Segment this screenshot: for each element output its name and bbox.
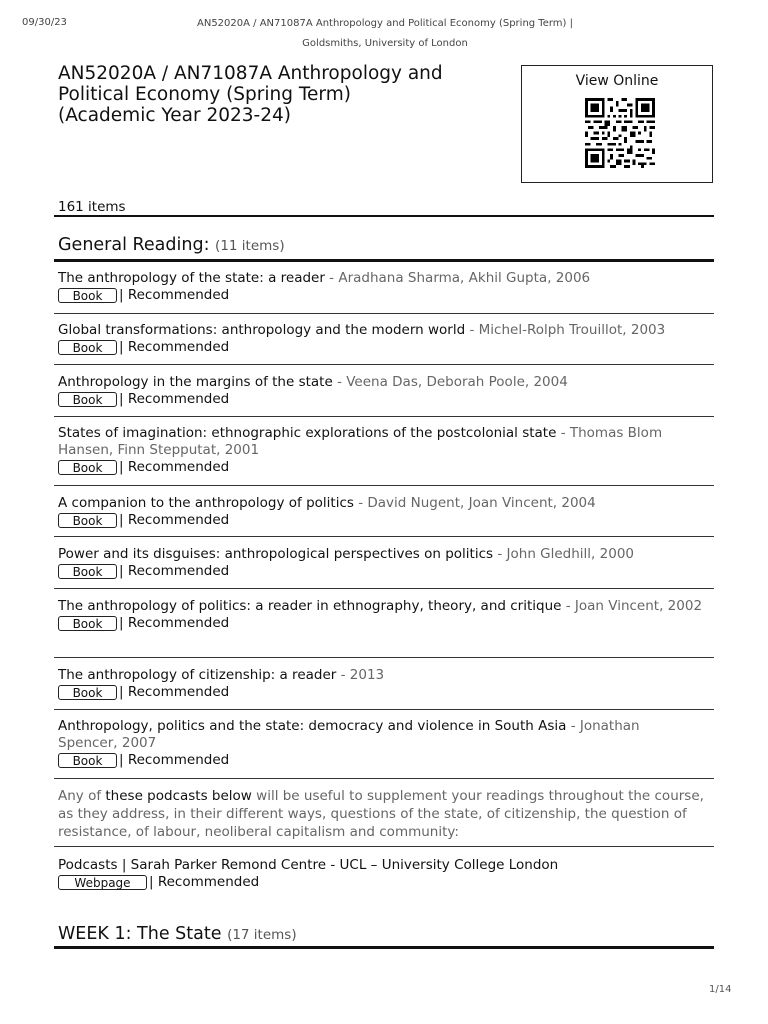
qr-code-icon[interactable]: [583, 98, 657, 168]
list-item: [58, 598, 703, 632]
page-title-line-1: AN52020A / AN71087A Anthropology and: [58, 63, 443, 84]
page-title-line-3: (Academic Year 2023-24): [58, 105, 291, 126]
section-heading-week-1: [58, 924, 297, 944]
importance-label: | Recommended: [119, 287, 230, 303]
type-badge: Book: [58, 288, 117, 303]
list-item: [58, 546, 703, 580]
view-online-label: View Online: [575, 73, 659, 89]
print-header-line-1: AN52020A / AN71087A Anthropology and Political Economy (Spring Term) |: [197, 18, 573, 29]
section-title: WEEK 1: The State: [58, 924, 222, 944]
importance-label: | Recommended: [119, 752, 230, 768]
type-badge: Book: [58, 616, 117, 631]
podcasts-link[interactable]: these podcasts below: [105, 788, 252, 804]
item-divider: [54, 313, 714, 314]
section-title: General Reading:: [58, 235, 210, 255]
item-title[interactable]: Anthropology, politics and the state: democracy and violence in South Asia: [58, 718, 567, 734]
list-item: [58, 495, 703, 529]
item-divider: [54, 588, 714, 589]
item-divider: [54, 657, 714, 658]
item-count: 161 items: [58, 199, 126, 215]
section-count: (17 items): [227, 927, 297, 943]
list-item: [58, 857, 703, 891]
item-meta: - Joan Vincent, 2002: [561, 598, 703, 614]
importance-label: | Recommended: [149, 874, 260, 890]
item-title[interactable]: Podcasts | Sarah Parker Remond Centre - UCL – University College London: [58, 857, 559, 873]
divider: [54, 215, 714, 217]
type-badge: Book: [58, 753, 117, 768]
importance-label: | Recommended: [119, 684, 230, 700]
item-title[interactable]: States of imagination: ethnographic explorations of the postcolonial state: [58, 425, 557, 441]
print-date: 09/30/23: [22, 17, 67, 28]
list-item: [58, 322, 703, 356]
section-note: [58, 787, 708, 841]
item-divider: [54, 485, 714, 486]
section-heading-general-reading: [58, 235, 285, 255]
list-item: [58, 667, 703, 701]
item-title[interactable]: The anthropology of the state: a reader: [58, 270, 325, 286]
page-number: 1/14: [709, 984, 732, 995]
item-title[interactable]: The anthropology of politics: a reader in ethnography, theory, and critique: [58, 598, 562, 614]
list-item: [58, 425, 703, 476]
item-divider: [54, 536, 714, 537]
item-divider: [54, 846, 714, 847]
section-count: (11 items): [215, 238, 285, 254]
item-meta: - Jonathan Spencer, 2007: [58, 718, 640, 751]
item-meta: - David Nugent, Joan Vincent, 2004: [353, 495, 596, 511]
note-text-start: Any of: [58, 788, 106, 804]
item-meta: - John Gledhill, 2000: [493, 546, 634, 562]
type-badge: Book: [58, 513, 117, 528]
item-divider: [54, 416, 714, 417]
section-divider: [54, 259, 714, 262]
list-item: [58, 374, 703, 408]
item-meta: - Aradhana Sharma, Akhil Gupta, 2006: [324, 270, 591, 286]
importance-label: | Recommended: [119, 615, 230, 631]
item-meta: - 2013: [336, 667, 385, 683]
view-online-box[interactable]: [521, 65, 713, 183]
type-badge: Webpage: [58, 875, 147, 890]
type-badge: Book: [58, 564, 117, 579]
section-divider: [54, 946, 714, 949]
item-title[interactable]: Power and its disguises: anthropological perspectives on politics: [58, 546, 494, 562]
importance-label: | Recommended: [119, 339, 230, 355]
note-text-end: will be useful to supplement your readings throughout the course, as they address, in their different ways, questions of the state, of citizenship, the question of resistance, of labour, neoliberal capitalism and community:: [58, 788, 704, 840]
item-meta: - Veena Das, Deborah Poole, 2004: [332, 374, 568, 390]
print-header-line-2: Goldsmiths, University of London: [302, 38, 468, 49]
importance-label: | Recommended: [119, 391, 230, 407]
item-divider: [54, 364, 714, 365]
type-badge: Book: [58, 460, 117, 475]
type-badge: Book: [58, 392, 117, 407]
list-item: [58, 270, 703, 304]
item-divider: [54, 778, 714, 779]
item-title[interactable]: Anthropology in the margins of the state: [58, 374, 333, 390]
print-header-title: [150, 14, 620, 54]
item-title[interactable]: A companion to the anthropology of politics: [58, 495, 354, 511]
item-divider: [54, 709, 714, 710]
page-title: [58, 63, 508, 126]
importance-label: | Recommended: [119, 563, 230, 579]
item-meta: - Thomas Blom Hansen, Finn Stepputat, 2001: [58, 425, 663, 458]
item-meta: - Michel-Rolph Trouillot, 2003: [465, 322, 666, 338]
item-title[interactable]: The anthropology of citizenship: a reader: [58, 667, 337, 683]
type-badge: Book: [58, 340, 117, 355]
importance-label: | Recommended: [119, 459, 230, 475]
importance-label: | Recommended: [119, 512, 230, 528]
list-item: [58, 718, 703, 769]
page-title-line-2: Political Economy (Spring Term): [58, 84, 351, 105]
type-badge: Book: [58, 685, 117, 700]
item-title[interactable]: Global transformations: anthropology and the modern world: [58, 322, 466, 338]
